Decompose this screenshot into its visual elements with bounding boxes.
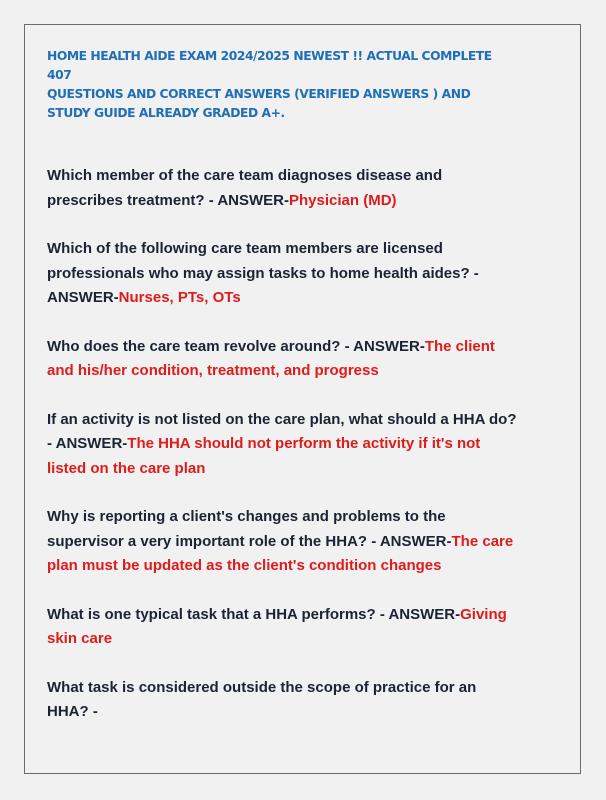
question-text: What is one typical task that a HHA performs? - ANSWER- <box>47 605 461 623</box>
qa-item <box>47 237 517 311</box>
qa-item <box>47 676 517 725</box>
question-text: Who does the care team revolve around? - ANSWER- <box>47 337 425 355</box>
title-line: STUDY GUIDE ALREADY GRADED A+. <box>47 106 285 120</box>
document-title <box>47 47 517 123</box>
answer-text: Physician (MD) <box>289 191 397 209</box>
qa-item <box>47 164 517 213</box>
qa-item <box>47 335 517 384</box>
answer-text: The HHA should not perform the activity if it's not listed on the care plan <box>47 435 481 477</box>
question-text: Which of the following care team members are licensed professionals who may assign tasks to home health aides? - ANSWER- <box>47 240 479 306</box>
question-text: Which member of the care team diagnoses disease and prescribes treatment? - ANSWER- <box>47 167 443 209</box>
qa-list <box>47 164 517 749</box>
answer-text: Nurses, PTs, OTs <box>118 289 241 306</box>
qa-item <box>47 408 517 482</box>
title-line: QUESTIONS AND CORRECT ANSWERS (VERIFIED ANSWERS ) AND <box>47 87 471 101</box>
question-text: Why is reporting a client's changes and problems to the supervisor a very important role of the HHA? - ANSWER- <box>47 508 452 550</box>
title-line: HOME HEALTH AIDE EXAM 2024/2025 NEWEST !! ACTUAL COMPLETE 407 <box>47 49 492 82</box>
question-text: What task is considered outside the scope of practice for an HHA? - <box>47 678 477 720</box>
qa-item <box>47 603 517 652</box>
qa-item <box>47 505 517 579</box>
answer-text: Giving skin care <box>47 605 507 647</box>
question-text: If an activity is not listed on the care plan, what should a HHA do? - ANSWER- <box>47 410 517 452</box>
answer-text: The client and his/her condition, treatment, and progress <box>47 337 495 379</box>
answer-text: The care plan must be updated as the client's condition changes <box>47 532 514 574</box>
